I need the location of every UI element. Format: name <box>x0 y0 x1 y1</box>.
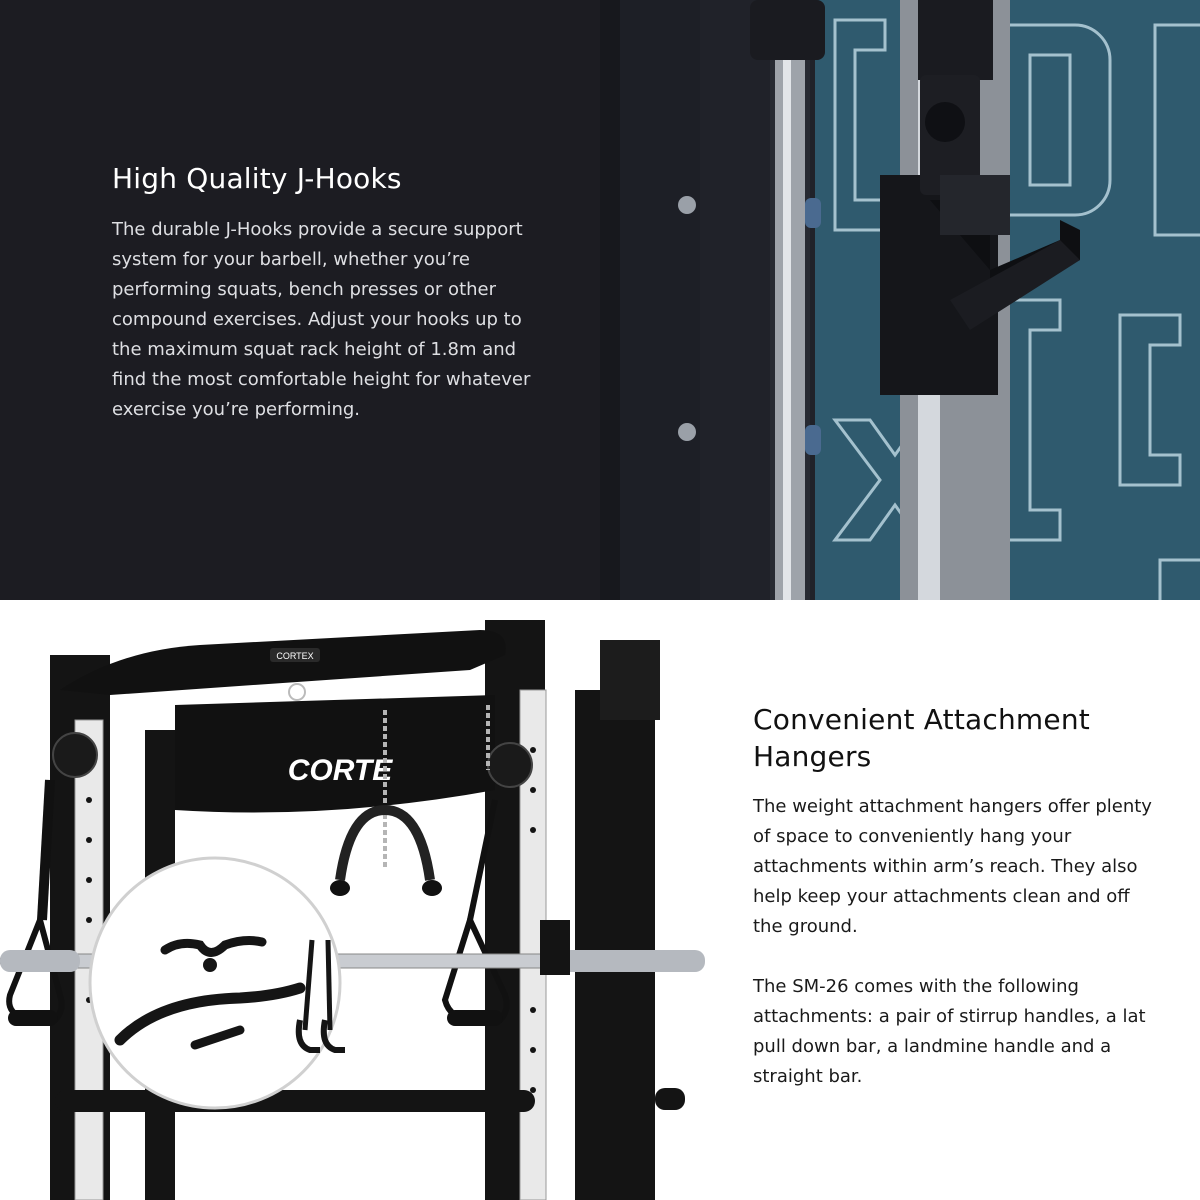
rack-logo-small: CORTEX <box>276 651 314 661</box>
jhooks-title: High Quality J-Hooks <box>112 162 402 195</box>
rack-with-attachments-image <box>0 600 720 1200</box>
included-attachments-text: The SM-26 comes with the following attachments: a pair of stirrup handles, a lat pull down bar, a landmine handle and a straight bar. <box>753 976 1146 1087</box>
rack-logo-large: CORTE <box>287 754 393 787</box>
hangers-section <box>0 600 1200 1200</box>
hangers-description: The weight attachment hangers offer plenty of space to conveniently hang your attachments within arm’s reach. They also help keep your attachments clean and off the ground. <box>753 796 1152 937</box>
hangers-title: Convenient Attachment Hangers <box>753 703 1090 773</box>
jhook-product-photo <box>600 0 1200 600</box>
jhooks-description: The durable J-Hooks provide a secure support system for your barbell, whether you’re performing squats, bench presses or other compound exercises. Adjust your hooks up to the maximum squat rack height of 1.8m and find the most comfortable height for whatever exercise you’re performing. <box>112 219 531 420</box>
